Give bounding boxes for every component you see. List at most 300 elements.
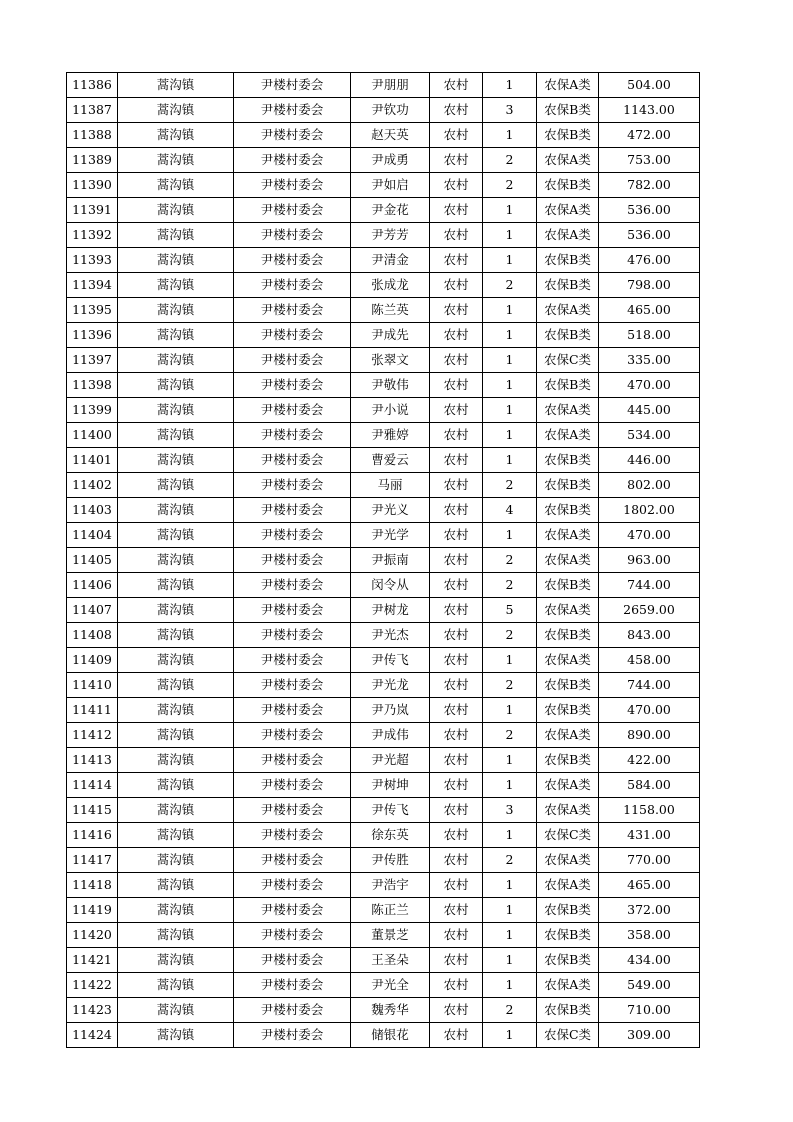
amount-cell: 446.00 <box>599 448 700 473</box>
amount-cell: 470.00 <box>599 698 700 723</box>
table-row <box>67 373 700 398</box>
person-name-cell: 尹成先 <box>351 323 430 348</box>
village-committee-cell: 尹楼村委会 <box>234 948 351 973</box>
record-id-cell: 11401 <box>67 448 118 473</box>
table-row <box>67 973 700 998</box>
town-cell: 蒿沟镇 <box>118 373 234 398</box>
table-row <box>67 223 700 248</box>
amount-cell: 472.00 <box>599 123 700 148</box>
area-type-cell: 农村 <box>430 198 483 223</box>
household-count-cell: 1 <box>483 448 537 473</box>
amount-cell: 802.00 <box>599 473 700 498</box>
table-row <box>67 298 700 323</box>
town-cell: 蒿沟镇 <box>118 548 234 573</box>
village-committee-cell: 尹楼村委会 <box>234 973 351 998</box>
record-id-cell: 11394 <box>67 273 118 298</box>
town-cell: 蒿沟镇 <box>118 273 234 298</box>
amount-cell: 1802.00 <box>599 498 700 523</box>
town-cell: 蒿沟镇 <box>118 348 234 373</box>
person-name-cell: 尹成勇 <box>351 148 430 173</box>
area-type-cell: 农村 <box>430 948 483 973</box>
village-committee-cell: 尹楼村委会 <box>234 623 351 648</box>
area-type-cell: 农村 <box>430 323 483 348</box>
town-cell: 蒿沟镇 <box>118 773 234 798</box>
person-name-cell: 王圣朵 <box>351 948 430 973</box>
person-name-cell: 徐东英 <box>351 823 430 848</box>
household-count-cell: 4 <box>483 498 537 523</box>
table-row <box>67 598 700 623</box>
household-count-cell: 1 <box>483 773 537 798</box>
person-name-cell: 闵令从 <box>351 573 430 598</box>
amount-cell: 445.00 <box>599 398 700 423</box>
area-type-cell: 农村 <box>430 223 483 248</box>
record-id-cell: 11393 <box>67 248 118 273</box>
insurance-category-cell: 农保A类 <box>537 798 599 823</box>
record-id-cell: 11417 <box>67 848 118 873</box>
table-row <box>67 823 700 848</box>
area-type-cell: 农村 <box>430 298 483 323</box>
record-id-cell: 11397 <box>67 348 118 373</box>
person-name-cell: 尹传飞 <box>351 798 430 823</box>
person-name-cell: 尹小说 <box>351 398 430 423</box>
record-id-cell: 11386 <box>67 73 118 98</box>
person-name-cell: 尹雅婷 <box>351 423 430 448</box>
town-cell: 蒿沟镇 <box>118 998 234 1023</box>
village-committee-cell: 尹楼村委会 <box>234 98 351 123</box>
town-cell: 蒿沟镇 <box>118 573 234 598</box>
household-count-cell: 2 <box>483 273 537 298</box>
amount-cell: 753.00 <box>599 148 700 173</box>
amount-cell: 2659.00 <box>599 598 700 623</box>
village-committee-cell: 尹楼村委会 <box>234 373 351 398</box>
amount-cell: 536.00 <box>599 198 700 223</box>
area-type-cell: 农村 <box>430 473 483 498</box>
table-row <box>67 198 700 223</box>
household-count-cell: 1 <box>483 698 537 723</box>
person-name-cell: 赵天英 <box>351 123 430 148</box>
insurance-category-cell: 农保C类 <box>537 823 599 848</box>
insurance-category-cell: 农保B类 <box>537 473 599 498</box>
record-id-cell: 11399 <box>67 398 118 423</box>
village-committee-cell: 尹楼村委会 <box>234 673 351 698</box>
table-row <box>67 948 700 973</box>
town-cell: 蒿沟镇 <box>118 148 234 173</box>
person-name-cell: 尹振南 <box>351 548 430 573</box>
village-committee-cell: 尹楼村委会 <box>234 148 351 173</box>
record-id-cell: 11395 <box>67 298 118 323</box>
town-cell: 蒿沟镇 <box>118 648 234 673</box>
household-count-cell: 1 <box>483 198 537 223</box>
table-row <box>67 348 700 373</box>
village-committee-cell: 尹楼村委会 <box>234 73 351 98</box>
table-row <box>67 923 700 948</box>
insurance-category-cell: 农保A类 <box>537 223 599 248</box>
household-count-cell: 2 <box>483 173 537 198</box>
person-name-cell: 魏秀华 <box>351 998 430 1023</box>
area-type-cell: 农村 <box>430 648 483 673</box>
household-count-cell: 1 <box>483 898 537 923</box>
amount-cell: 465.00 <box>599 298 700 323</box>
household-count-cell: 1 <box>483 123 537 148</box>
table-row <box>67 723 700 748</box>
household-count-cell: 1 <box>483 248 537 273</box>
record-id-cell: 11409 <box>67 648 118 673</box>
amount-cell: 309.00 <box>599 1023 700 1048</box>
village-committee-cell: 尹楼村委会 <box>234 473 351 498</box>
table-row <box>67 848 700 873</box>
area-type-cell: 农村 <box>430 923 483 948</box>
town-cell: 蒿沟镇 <box>118 673 234 698</box>
village-committee-cell: 尹楼村委会 <box>234 223 351 248</box>
household-count-cell: 2 <box>483 548 537 573</box>
village-committee-cell: 尹楼村委会 <box>234 523 351 548</box>
record-id-cell: 11412 <box>67 723 118 748</box>
insurance-category-cell: 农保C类 <box>537 1023 599 1048</box>
village-committee-cell: 尹楼村委会 <box>234 773 351 798</box>
household-count-cell: 1 <box>483 223 537 248</box>
amount-cell: 518.00 <box>599 323 700 348</box>
area-type-cell: 农村 <box>430 673 483 698</box>
household-count-cell: 2 <box>483 673 537 698</box>
record-id-cell: 11387 <box>67 98 118 123</box>
area-type-cell: 农村 <box>430 573 483 598</box>
insurance-category-cell: 农保A类 <box>537 523 599 548</box>
village-committee-cell: 尹楼村委会 <box>234 698 351 723</box>
person-name-cell: 尹光学 <box>351 523 430 548</box>
table-row <box>67 673 700 698</box>
household-count-cell: 1 <box>483 73 537 98</box>
table-row <box>67 473 700 498</box>
record-id-cell: 11398 <box>67 373 118 398</box>
village-committee-cell: 尹楼村委会 <box>234 923 351 948</box>
table-row <box>67 323 700 348</box>
insurance-category-cell: 农保B类 <box>537 748 599 773</box>
insurance-category-cell: 农保A类 <box>537 423 599 448</box>
person-name-cell: 尹朋朋 <box>351 73 430 98</box>
town-cell: 蒿沟镇 <box>118 448 234 473</box>
amount-cell: 890.00 <box>599 723 700 748</box>
amount-cell: 798.00 <box>599 273 700 298</box>
village-committee-cell: 尹楼村委会 <box>234 723 351 748</box>
village-committee-cell: 尹楼村委会 <box>234 498 351 523</box>
area-type-cell: 农村 <box>430 98 483 123</box>
amount-cell: 358.00 <box>599 923 700 948</box>
amount-cell: 710.00 <box>599 998 700 1023</box>
village-committee-cell: 尹楼村委会 <box>234 323 351 348</box>
area-type-cell: 农村 <box>430 273 483 298</box>
area-type-cell: 农村 <box>430 698 483 723</box>
household-count-cell: 1 <box>483 973 537 998</box>
town-cell: 蒿沟镇 <box>118 598 234 623</box>
person-name-cell: 马丽 <box>351 473 430 498</box>
household-count-cell: 1 <box>483 523 537 548</box>
village-committee-cell: 尹楼村委会 <box>234 873 351 898</box>
area-type-cell: 农村 <box>430 723 483 748</box>
village-committee-cell: 尹楼村委会 <box>234 398 351 423</box>
area-type-cell: 农村 <box>430 448 483 473</box>
record-id-cell: 11410 <box>67 673 118 698</box>
household-count-cell: 2 <box>483 573 537 598</box>
record-id-cell: 11421 <box>67 948 118 973</box>
table-row <box>67 248 700 273</box>
person-name-cell: 陈兰英 <box>351 298 430 323</box>
household-count-cell: 1 <box>483 748 537 773</box>
area-type-cell: 农村 <box>430 973 483 998</box>
amount-cell: 458.00 <box>599 648 700 673</box>
person-name-cell: 储银花 <box>351 1023 430 1048</box>
town-cell: 蒿沟镇 <box>118 848 234 873</box>
town-cell: 蒿沟镇 <box>118 698 234 723</box>
insurance-category-cell: 农保A类 <box>537 723 599 748</box>
record-id-cell: 11396 <box>67 323 118 348</box>
village-committee-cell: 尹楼村委会 <box>234 248 351 273</box>
household-count-cell: 1 <box>483 373 537 398</box>
town-cell: 蒿沟镇 <box>118 798 234 823</box>
insurance-category-cell: 农保A类 <box>537 298 599 323</box>
village-committee-cell: 尹楼村委会 <box>234 198 351 223</box>
record-id-cell: 11405 <box>67 548 118 573</box>
record-id-cell: 11403 <box>67 498 118 523</box>
person-name-cell: 尹浩宇 <box>351 873 430 898</box>
person-name-cell: 曹爱云 <box>351 448 430 473</box>
town-cell: 蒿沟镇 <box>118 473 234 498</box>
person-name-cell: 尹树龙 <box>351 598 430 623</box>
insurance-category-cell: 农保A类 <box>537 198 599 223</box>
record-id-cell: 11414 <box>67 773 118 798</box>
insurance-category-cell: 农保B类 <box>537 173 599 198</box>
village-committee-cell: 尹楼村委会 <box>234 848 351 873</box>
record-id-cell: 11392 <box>67 223 118 248</box>
town-cell: 蒿沟镇 <box>118 823 234 848</box>
person-name-cell: 尹传飞 <box>351 648 430 673</box>
village-committee-cell: 尹楼村委会 <box>234 1023 351 1048</box>
table-row <box>67 798 700 823</box>
town-cell: 蒿沟镇 <box>118 98 234 123</box>
person-name-cell: 尹光杰 <box>351 623 430 648</box>
table-row <box>67 548 700 573</box>
table-row <box>67 873 700 898</box>
household-count-cell: 5 <box>483 598 537 623</box>
table-row <box>67 748 700 773</box>
record-id-cell: 11388 <box>67 123 118 148</box>
household-count-cell: 1 <box>483 1023 537 1048</box>
town-cell: 蒿沟镇 <box>118 423 234 448</box>
amount-cell: 1143.00 <box>599 98 700 123</box>
town-cell: 蒿沟镇 <box>118 323 234 348</box>
insurance-category-cell: 农保B类 <box>537 248 599 273</box>
person-name-cell: 陈正兰 <box>351 898 430 923</box>
amount-cell: 534.00 <box>599 423 700 448</box>
record-id-cell: 11419 <box>67 898 118 923</box>
area-type-cell: 农村 <box>430 148 483 173</box>
amount-cell: 422.00 <box>599 748 700 773</box>
record-id-cell: 11422 <box>67 973 118 998</box>
area-type-cell: 农村 <box>430 248 483 273</box>
insurance-category-cell: 农保A类 <box>537 73 599 98</box>
insurance-category-cell: 农保B类 <box>537 323 599 348</box>
person-name-cell: 尹乃岚 <box>351 698 430 723</box>
village-committee-cell: 尹楼村委会 <box>234 548 351 573</box>
village-committee-cell: 尹楼村委会 <box>234 423 351 448</box>
village-committee-cell: 尹楼村委会 <box>234 348 351 373</box>
household-count-cell: 3 <box>483 98 537 123</box>
person-name-cell: 尹光超 <box>351 748 430 773</box>
person-name-cell: 张翠文 <box>351 348 430 373</box>
household-count-cell: 1 <box>483 423 537 448</box>
insurance-category-cell: 农保A类 <box>537 648 599 673</box>
table-row <box>67 523 700 548</box>
insurance-category-cell: 农保B类 <box>537 498 599 523</box>
record-id-cell: 11423 <box>67 998 118 1023</box>
record-id-cell: 11420 <box>67 923 118 948</box>
town-cell: 蒿沟镇 <box>118 898 234 923</box>
table-row <box>67 73 700 98</box>
area-type-cell: 农村 <box>430 173 483 198</box>
person-name-cell: 尹敬伟 <box>351 373 430 398</box>
table-row <box>67 1023 700 1048</box>
area-type-cell: 农村 <box>430 623 483 648</box>
household-count-cell: 2 <box>483 623 537 648</box>
amount-cell: 963.00 <box>599 548 700 573</box>
town-cell: 蒿沟镇 <box>118 198 234 223</box>
area-type-cell: 农村 <box>430 898 483 923</box>
household-count-cell: 1 <box>483 298 537 323</box>
village-committee-cell: 尹楼村委会 <box>234 448 351 473</box>
insurance-category-cell: 农保B类 <box>537 698 599 723</box>
village-committee-cell: 尹楼村委会 <box>234 898 351 923</box>
insurance-category-cell: 农保A类 <box>537 973 599 998</box>
person-name-cell: 尹如启 <box>351 173 430 198</box>
amount-cell: 843.00 <box>599 623 700 648</box>
household-count-cell: 2 <box>483 473 537 498</box>
table-row <box>67 998 700 1023</box>
area-type-cell: 农村 <box>430 998 483 1023</box>
household-count-cell: 2 <box>483 148 537 173</box>
town-cell: 蒿沟镇 <box>118 623 234 648</box>
area-type-cell: 农村 <box>430 423 483 448</box>
person-name-cell: 尹金花 <box>351 198 430 223</box>
record-id-cell: 11415 <box>67 798 118 823</box>
insurance-category-cell: 农保B类 <box>537 573 599 598</box>
record-id-cell: 11404 <box>67 523 118 548</box>
village-committee-cell: 尹楼村委会 <box>234 823 351 848</box>
insurance-category-cell: 农保B类 <box>537 923 599 948</box>
records-body <box>67 73 700 1048</box>
table-row <box>67 573 700 598</box>
insurance-category-cell: 农保A类 <box>537 148 599 173</box>
village-committee-cell: 尹楼村委会 <box>234 273 351 298</box>
person-name-cell: 尹光龙 <box>351 673 430 698</box>
area-type-cell: 农村 <box>430 373 483 398</box>
insurance-category-cell: 农保B类 <box>537 273 599 298</box>
area-type-cell: 农村 <box>430 548 483 573</box>
table-row <box>67 148 700 173</box>
area-type-cell: 农村 <box>430 823 483 848</box>
table-row <box>67 423 700 448</box>
amount-cell: 536.00 <box>599 223 700 248</box>
record-id-cell: 11418 <box>67 873 118 898</box>
insurance-category-cell: 农保B类 <box>537 123 599 148</box>
village-committee-cell: 尹楼村委会 <box>234 998 351 1023</box>
area-type-cell: 农村 <box>430 523 483 548</box>
area-type-cell: 农村 <box>430 748 483 773</box>
record-id-cell: 11402 <box>67 473 118 498</box>
amount-cell: 584.00 <box>599 773 700 798</box>
town-cell: 蒿沟镇 <box>118 398 234 423</box>
amount-cell: 372.00 <box>599 898 700 923</box>
amount-cell: 1158.00 <box>599 798 700 823</box>
area-type-cell: 农村 <box>430 848 483 873</box>
person-name-cell: 尹传胜 <box>351 848 430 873</box>
person-name-cell: 尹光全 <box>351 973 430 998</box>
person-name-cell: 尹清金 <box>351 248 430 273</box>
household-count-cell: 3 <box>483 798 537 823</box>
household-count-cell: 1 <box>483 823 537 848</box>
town-cell: 蒿沟镇 <box>118 298 234 323</box>
insurance-category-cell: 农保B类 <box>537 98 599 123</box>
table-row <box>67 623 700 648</box>
record-id-cell: 11416 <box>67 823 118 848</box>
household-count-cell: 1 <box>483 398 537 423</box>
area-type-cell: 农村 <box>430 598 483 623</box>
insurance-category-cell: 农保B类 <box>537 998 599 1023</box>
insurance-category-cell: 农保A类 <box>537 548 599 573</box>
household-count-cell: 1 <box>483 923 537 948</box>
table-row <box>67 773 700 798</box>
amount-cell: 770.00 <box>599 848 700 873</box>
amount-cell: 549.00 <box>599 973 700 998</box>
town-cell: 蒿沟镇 <box>118 923 234 948</box>
records-table <box>66 72 700 1048</box>
record-id-cell: 11390 <box>67 173 118 198</box>
town-cell: 蒿沟镇 <box>118 173 234 198</box>
household-count-cell: 1 <box>483 873 537 898</box>
area-type-cell: 农村 <box>430 773 483 798</box>
area-type-cell: 农村 <box>430 348 483 373</box>
table-row <box>67 98 700 123</box>
table-row <box>67 123 700 148</box>
table-row <box>67 173 700 198</box>
insurance-category-cell: 农保A类 <box>537 598 599 623</box>
insurance-category-cell: 农保A类 <box>537 773 599 798</box>
table-row <box>67 648 700 673</box>
town-cell: 蒿沟镇 <box>118 73 234 98</box>
person-name-cell: 董景芝 <box>351 923 430 948</box>
table-row <box>67 898 700 923</box>
insurance-category-cell: 农保B类 <box>537 898 599 923</box>
person-name-cell: 尹芳芳 <box>351 223 430 248</box>
table-row <box>67 398 700 423</box>
household-count-cell: 2 <box>483 998 537 1023</box>
table-row <box>67 498 700 523</box>
village-committee-cell: 尹楼村委会 <box>234 598 351 623</box>
record-id-cell: 11407 <box>67 598 118 623</box>
village-committee-cell: 尹楼村委会 <box>234 648 351 673</box>
town-cell: 蒿沟镇 <box>118 948 234 973</box>
insurance-category-cell: 农保C类 <box>537 348 599 373</box>
record-id-cell: 11413 <box>67 748 118 773</box>
amount-cell: 470.00 <box>599 523 700 548</box>
town-cell: 蒿沟镇 <box>118 248 234 273</box>
record-id-cell: 11391 <box>67 198 118 223</box>
record-id-cell: 11400 <box>67 423 118 448</box>
village-committee-cell: 尹楼村委会 <box>234 298 351 323</box>
area-type-cell: 农村 <box>430 398 483 423</box>
village-committee-cell: 尹楼村委会 <box>234 573 351 598</box>
amount-cell: 744.00 <box>599 573 700 598</box>
amount-cell: 504.00 <box>599 73 700 98</box>
amount-cell: 470.00 <box>599 373 700 398</box>
